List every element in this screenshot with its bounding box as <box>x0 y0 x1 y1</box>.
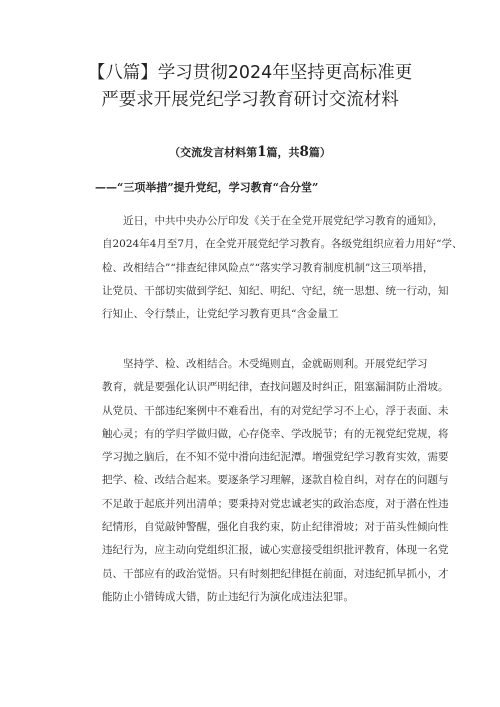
subtitle-suffix: 篇） <box>308 146 331 159</box>
paragraph-line: 学习抛之脑后，在不知不觉中滑向违纪泥潭。增强党纪学习教育实效，需要 <box>102 451 449 464</box>
paragraph-line: 教育，就是要强化认识严明纪律，查找问题及时纠正，阻塞漏洞防止滑坡。 <box>102 381 449 394</box>
paragraph-line: 把学、检、改结合起来。要逐条学习理解，逐款自检自纠，对存在的问题与 <box>102 474 449 487</box>
paragraph-measure-one <box>102 353 449 609</box>
title-line-1: 【八篇】学习贯彻2024年坚持更高标准更 <box>87 63 413 83</box>
paragraph-line: 能防止小错铸成大错，防止违纪行为演化成违法犯罪。 <box>102 590 354 603</box>
subtitle-middle: 篇，共 <box>266 146 300 159</box>
document-title <box>40 60 460 114</box>
subtitle-total-number: 8 <box>299 144 309 160</box>
paragraph-line: 检、改相结合”“排查纪律风险点”“落实学习教育制度机制”这三项举措， <box>102 261 434 274</box>
paragraph-line: 违纪行为，应主动向党组织汇报，诚心实意接受组织批评教育，体现一名党 <box>102 544 449 557</box>
paragraph-line: 触心灵；有的学归学做归做，心存侥幸、学改脱节；有的无视党纪党规，将 <box>102 427 449 440</box>
paragraph-line: 纪情形，自觉敲钟警醒，强化自我约束，防止纪律滑坡；对于苗头性倾向性 <box>102 521 449 534</box>
paragraph-line: 让党员、干部切实做到学纪、知纪、明纪、守纪，统一思想、统一行动，知 <box>102 284 449 297</box>
paragraph-line: 自2024年4月至7月，在全党开展党纪学习教育。各级党组织应着力用好“学、 <box>102 238 463 251</box>
paragraph-line: 近日，中共中央办公厅印发《关于在全党开展党纪学习教育的通知》， <box>123 215 444 227</box>
paragraph-line: 坚持学、检、改相结合。木受绳则直，金就砺则利。开展党纪学习 <box>123 358 428 370</box>
paragraph-line: 行知止、令行禁止，让党纪学习教育更具“含金量工 <box>102 308 339 321</box>
title-line-2: 严要求开展党纪学习教育研讨交流材料 <box>101 90 399 110</box>
section-topic: ——“三项举措”提升党纪，学习教育“合分堂” <box>95 181 319 194</box>
paragraph-line: 员、干部应有的政治觉悟。只有时刻把纪律挺在前面，对违纪抓早抓小，才 <box>102 567 449 580</box>
paragraph-line: 从党员、干部违纪案例中不难看出，有的对党纪学习不上心，浮于表面、未 <box>102 404 449 417</box>
subtitle-part-number: 1 <box>257 144 267 160</box>
document-subtitle <box>40 145 460 160</box>
paragraph-line: 不足敢于起底并列出清单；要秉持对党忠诚老实的政治态度，对于潜在性违 <box>102 497 449 510</box>
paragraph-intro <box>102 210 463 326</box>
subtitle-prefix: （交流发言材料第 <box>169 146 258 159</box>
